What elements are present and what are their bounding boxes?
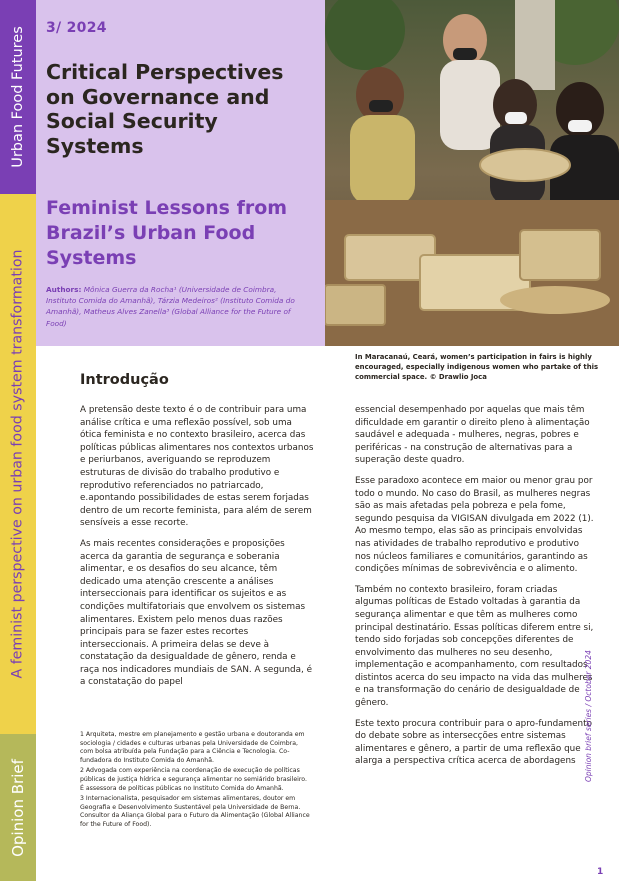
series-band: [0, 0, 36, 194]
section-heading: Introdução: [80, 372, 169, 388]
page-title: Critical Perspectives on Governance and Social Security Systems: [46, 60, 284, 158]
doc-type-band: [0, 734, 36, 881]
photo-caption: In Maracanaú, Ceará, women’s participation in fairs is highly encouraged, especially indigenous women who partake of this commercial space. © Drawlio Joca: [355, 353, 599, 382]
column-right: [355, 404, 595, 776]
footnotes: [80, 731, 312, 832]
footnote: 1 Arquiteta, mestre em planejamento e gestão urbana e doutoranda em sociologia / cidades e culturas urbanas pela Universidade de Coimbra, com bolsa atribuída pela Fundação para a Ciência e Tecnologia. Co-fundadora do Instituto Comida do Amanhã.: [80, 731, 305, 764]
page-number: 1: [597, 867, 604, 877]
paragraph: Esse paradoxo acontece em maior ou menor grau por todo o mundo. No caso do Brasil, as mulheres negras são as mais afetadas pela pobreza e pela fome, segundo pesquisa da VIGISAN divulgada em 2022 (1). Ao mesmo tempo, elas são as principais envolvidas nas atividades de trabalho reprodutivo e produtivo nos núcleos familiares e comunitários, garantindo as condições mínimas de sobrevivência e o alimento.: [355, 475, 594, 575]
market-scene-illustration: [325, 0, 619, 346]
topic-band: [0, 194, 36, 734]
footnote-divider: [80, 718, 316, 719]
page-subtitle: Feminist Lessons from Brazil’s Urban Food Systems: [46, 197, 288, 269]
issue-number: 3/ 2024: [46, 20, 107, 36]
footnote: 2 Advogada com experiência na coordenação de execução de políticas públicas de justiça hídrica e segurança alimentar no semiárido brasileiro. É assessora de políticas públicas no Instituto Comida do Amanhã.: [80, 767, 307, 792]
authors: [46, 284, 298, 329]
paragraph: Também no contexto brasileiro, foram criadas algumas políticas de Estado voltadas à garantia da segurança alimentar e que têm as mulheres como principal destinatário. Essas políticas diferem entre si, tendo sido forjadas sob concepções diferentes de envolvimento das mulheres no seu desenho, implementação e acompanhamento, com resultados distintos acerca do seu impacto na vida das mulheres e na transformação do cenário de desigualdade de gênero.: [355, 584, 594, 709]
paragraph: A pretensão deste texto é o de contribuir para uma análise crítica e uma reflexão possível, sob uma ótica feminista e no contexto brasileiro, acerca das políticas públicas alimentares nos contextos urbanos e periurbanos, averiguando se reproduzem estruturas de divisão do trabalho produtivo e reprodutivo referenciados no patriarcado, e.apontando possibilidades de estas serem forjadas dentro de um recorte feminista, para além de serem sensíveis a esse recorte.: [80, 405, 314, 529]
authors-text: Mônica Guerra da Rocha¹ (Universidade de Coimbra, Instituto Comida do Amanhã), Tárzia Medeiros² (Instituto Comida do Amanhã), Matheus Alves Zanella³ (Global Alliance for the Future of Food): [46, 285, 295, 328]
series-label: Urban Food Futures: [10, 26, 27, 168]
cover-photo: [325, 0, 619, 346]
footnote: 3 Internacionalista, pesquisador em sistemas alimentares, doutor em Geografia e Desenvolvimento Sustentável pela Universidade de Berna. Consultor da Aliança Global para o Futuro da Alimentação (Global Alliance for the Future of Food).: [80, 795, 310, 828]
authors-label: Authors:: [46, 285, 82, 294]
series-note: Opinion brief series / October 2024: [584, 650, 593, 782]
topic-label: A feminist perspective on urban food system transformation: [10, 249, 27, 679]
column-left: [80, 404, 316, 697]
doc-type-label: Opinion Brief: [9, 758, 28, 857]
paragraph: As mais recentes considerações e proposições acerca da garantia de segurança e soberania alimentar, e os desafios do seu alcance, têm dedicado uma atenção crescente a análises interseccionais para identificar os sujeitos e as condições multifatoriais que envolvem os sistemas alimentares. Existem pelo menos duas razões principais para se fazer estes recortes interseccionais. A primeira delas se deve à constatação da desigualdade de gênero, renda e raça nos indicadores mundiais de SAN. A segunda, é a constatação do papel: [80, 538, 313, 688]
paragraph: essencial desempenhado por aquelas que mais têm dificuldade em garantir o direito pleno à alimentação saudável e adequada - mulheres, negras, pobres e periféricas - na construção de alternativas para a superação deste quadro.: [355, 405, 590, 466]
paragraph: Este texto procura contribuir para o apro-fundamento do debate sobre as intersecções entre sistemas alimentares e gênero, a partir de uma reflexão que alarga a perspectiva crítica acerca de abordagens: [355, 718, 592, 767]
